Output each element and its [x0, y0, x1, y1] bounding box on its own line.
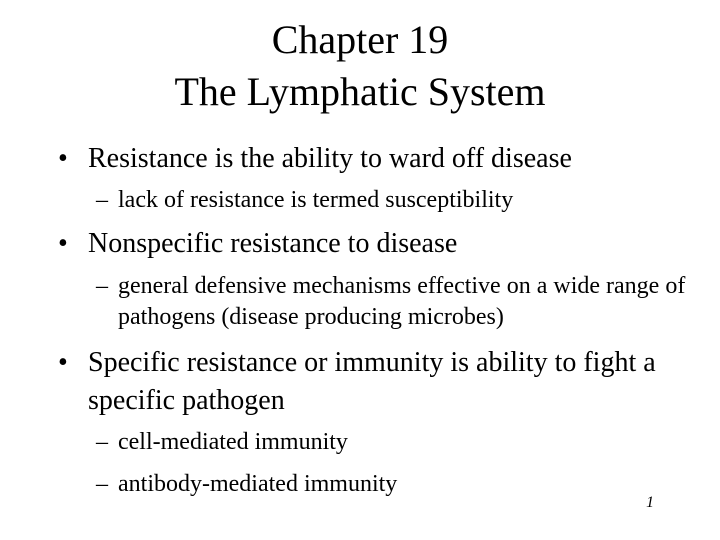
bullet-icon: • [58, 347, 68, 378]
sub-item-text: lack of resistance is termed susceptibility [118, 187, 514, 213]
bullet-text: Nonspecific resistance to disease [88, 228, 458, 259]
bullet-icon: • [58, 143, 68, 174]
title-line-1: Chapter 19 [271, 17, 449, 62]
sub-item-antibody-mediated [96, 469, 696, 500]
bullet-item-resistance [58, 140, 698, 178]
bullet-item-specific [58, 344, 698, 420]
sub-item-general-defensive [96, 271, 696, 333]
bullet-text: Specific resistance or immunity is ability to fight a specific pathogen [88, 347, 656, 416]
sub-item-text: cell-mediated immunity [118, 429, 348, 455]
dash-icon: – [96, 429, 108, 455]
dash-icon: – [96, 187, 108, 213]
bullet-item-nonspecific [58, 225, 698, 263]
dash-icon: – [96, 471, 108, 497]
sub-item-cell-mediated [96, 427, 696, 458]
title-line-2: The Lymphatic System [174, 69, 546, 114]
page-number: 1 [646, 494, 654, 511]
sub-item-text: general defensive mechanisms effective on a wide range of pathogens (disease producing microbes) [118, 273, 686, 330]
sub-item-susceptibility [96, 185, 696, 216]
sub-item-text: antibody-mediated immunity [118, 471, 398, 497]
bullet-icon: • [58, 228, 68, 259]
dash-icon: – [96, 273, 108, 299]
bullet-text: Resistance is the ability to ward off disease [88, 143, 572, 174]
